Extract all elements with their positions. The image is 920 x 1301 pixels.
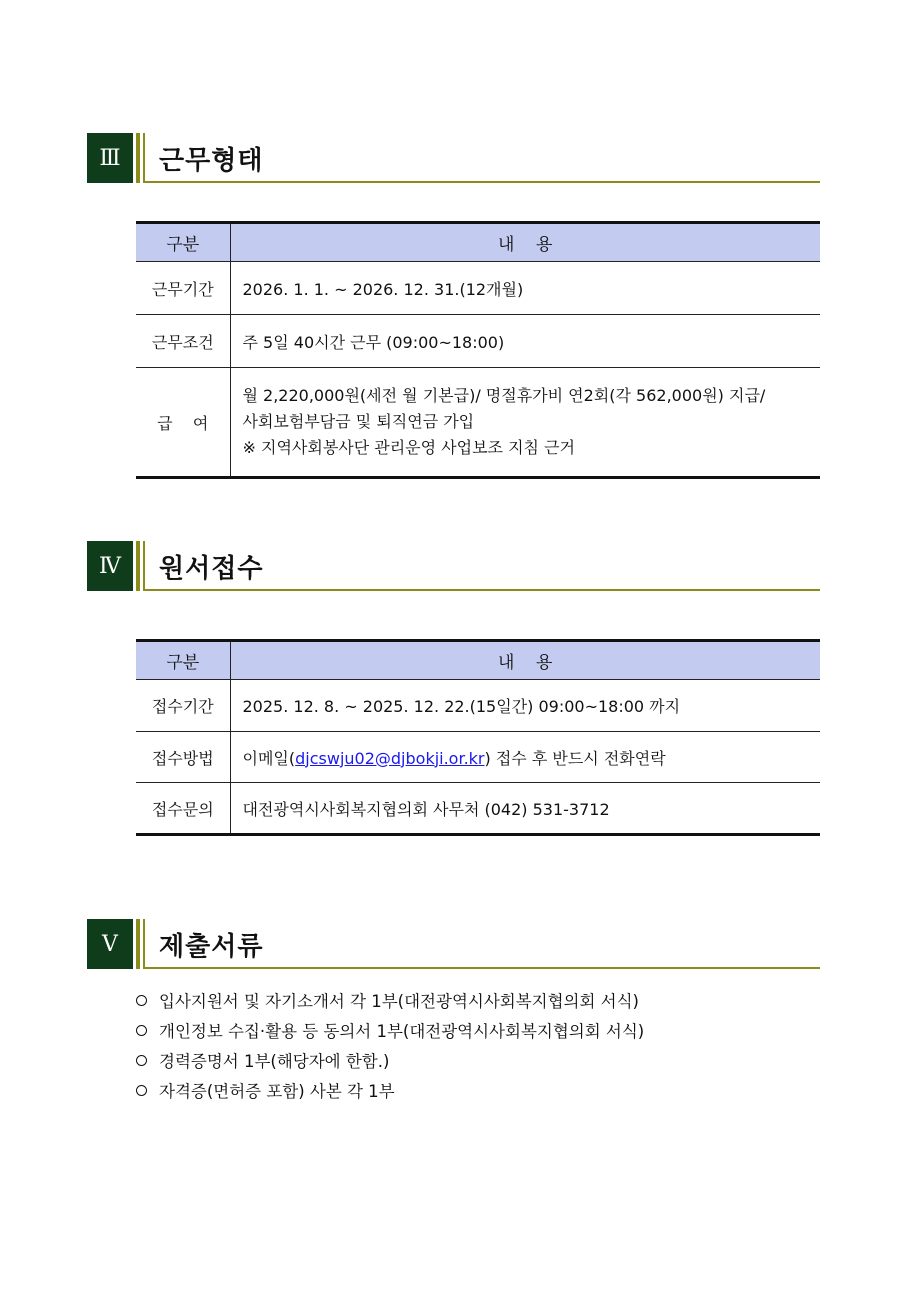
document-text: 개인정보 수집·활용 등 동의서 1부(대전광역시사회복지협의회 서식) bbox=[159, 1022, 645, 1041]
accent-bar bbox=[136, 919, 140, 969]
circle-bullet-icon bbox=[136, 1025, 147, 1036]
accent-bar bbox=[136, 541, 140, 591]
section-number: Ⅲ bbox=[87, 133, 133, 183]
row-value: 대전광역시사회복지협의회 사무처 (042) 531-3712 bbox=[230, 783, 820, 835]
row-label: 접수방법 bbox=[136, 732, 230, 783]
section-number: Ⅳ bbox=[87, 541, 133, 591]
list-item bbox=[136, 1075, 644, 1105]
method-prefix: 이메일( bbox=[242, 748, 296, 768]
email-link[interactable]: djcswju02@djbokji.or.kr bbox=[295, 748, 485, 768]
row-value bbox=[230, 732, 820, 783]
row-label: 근무기간 bbox=[136, 262, 230, 315]
section-title: 제출서류 bbox=[159, 932, 264, 962]
section-header-work-type bbox=[87, 133, 820, 183]
table-row bbox=[136, 368, 820, 478]
row-value: 2026. 1. 1. ~ 2026. 12. 31.(12개월) bbox=[230, 262, 820, 315]
table-row bbox=[136, 262, 820, 315]
section-title: 원서접수 bbox=[159, 554, 264, 584]
list-item bbox=[136, 1015, 644, 1045]
list-item bbox=[136, 985, 644, 1015]
table-row bbox=[136, 680, 820, 732]
header-category: 구분 bbox=[136, 223, 230, 262]
section-underline bbox=[145, 589, 820, 591]
list-item bbox=[136, 1045, 644, 1075]
table-row bbox=[136, 315, 820, 368]
document-text: 경력증명서 1부(해당자에 한함.) bbox=[159, 1052, 390, 1071]
row-label: 접수기간 bbox=[136, 680, 230, 732]
section-header-application bbox=[87, 541, 820, 591]
table-row bbox=[136, 732, 820, 783]
circle-bullet-icon bbox=[136, 995, 147, 1006]
accent-bar bbox=[143, 133, 145, 183]
accent-bar bbox=[143, 919, 145, 969]
header-category: 구분 bbox=[136, 641, 230, 680]
row-label: 접수문의 bbox=[136, 783, 230, 835]
section-header-documents bbox=[87, 919, 820, 969]
document-text: 자격증(면허증 포함) 사본 각 1부 bbox=[159, 1082, 395, 1101]
section-number: Ⅴ bbox=[87, 919, 133, 969]
salary-note: ※ 지역사회봉사단 관리운영 사업보조 지침 근거 bbox=[242, 438, 576, 457]
section-underline bbox=[145, 967, 820, 969]
accent-bar bbox=[136, 133, 140, 183]
header-content: 내 용 bbox=[230, 641, 820, 680]
salary-line: 사회보험부담금 및 퇴직연금 가입 bbox=[242, 412, 475, 431]
row-label: 근무조건 bbox=[136, 315, 230, 368]
circle-bullet-icon bbox=[136, 1055, 147, 1066]
row-value: 2025. 12. 8. ~ 2025. 12. 22.(15일간) 09:00~18:00 까지 bbox=[230, 680, 820, 732]
salary-line: 월 2,220,000원(세전 월 기본급)/ 명절휴가비 연2회(각 562,000원) 지급/ bbox=[242, 386, 766, 405]
section-title: 근무형태 bbox=[159, 146, 264, 176]
row-value: 주 5일 40시간 근무 (09:00~18:00) bbox=[230, 315, 820, 368]
table-header-row bbox=[136, 223, 820, 262]
application-table bbox=[136, 639, 820, 836]
table-header-row bbox=[136, 641, 820, 680]
header-content: 내 용 bbox=[230, 223, 820, 262]
method-suffix: ) 접수 후 반드시 전화연락 bbox=[484, 748, 666, 768]
accent-bar bbox=[143, 541, 145, 591]
circle-bullet-icon bbox=[136, 1085, 147, 1096]
section-underline bbox=[145, 181, 820, 183]
work-conditions-table bbox=[136, 221, 820, 479]
document-list bbox=[136, 985, 644, 1105]
document-text: 입사지원서 및 자기소개서 각 1부(대전광역시사회복지협의회 서식) bbox=[159, 992, 639, 1011]
row-label: 급 여 bbox=[136, 368, 230, 478]
table-row bbox=[136, 783, 820, 835]
row-value bbox=[230, 368, 820, 478]
